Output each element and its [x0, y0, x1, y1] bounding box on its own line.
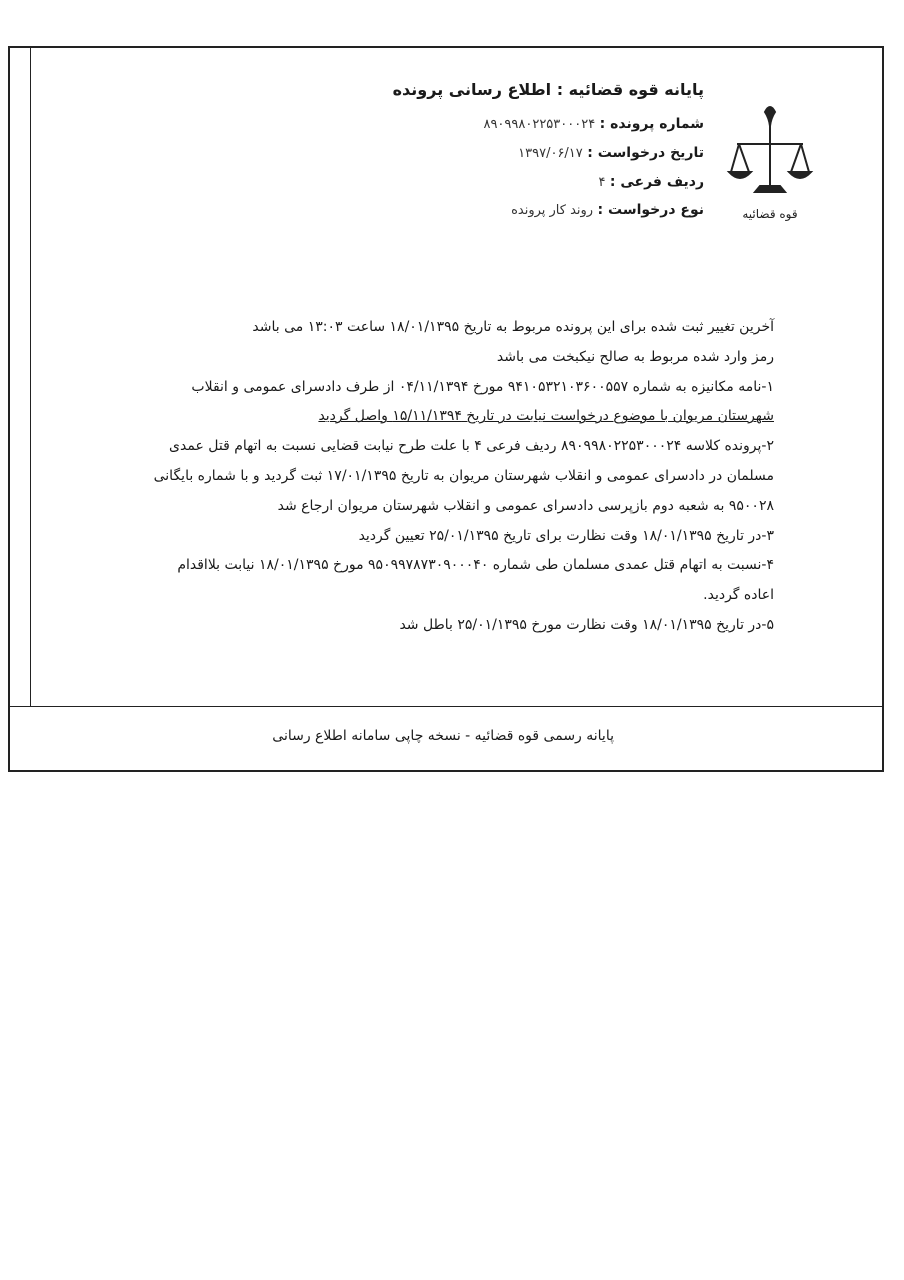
request-type-label: نوع درخواست :: [597, 202, 704, 219]
body-line-7: ۹۵۰۰۲۸ به شعبه دوم بازپرسی دادسرای عمومی و انقلاب شهرستان مریوان ارجاع شد: [277, 497, 774, 514]
page-title: پایانه قوه قضائیه : اطلاع رسانی پرونده: [392, 80, 704, 99]
body-line-6: مسلمان در دادسرای عمومی و انقلاب شهرستان مریوان به تاریخ ۱۷/۰۱/۱۳۹۵ ثبت گردید و با شماره بایگانی: [153, 467, 774, 484]
body-line-11: ۵-در تاریخ ۱۸/۰۱/۱۳۹۵ وقت نظارت مورخ ۲۵/۰۱/۱۳۹۵ باطل شد: [399, 616, 774, 633]
footer-text: پایانه رسمی قوه قضائیه - نسخه چاپی سامانه اطلاع رسانی: [272, 728, 614, 744]
body-line-1: آخرین تغییر ثبت شده برای این پرونده مربوط به تاریخ ۱۸/۰۱/۱۳۹۵ ساعت ۱۳:۰۳ می باشد: [252, 319, 774, 335]
body-line-5: ۲-پرونده کلاسه ۸۹۰۹۹۸۰۲۲۵۳۰۰۰۲۴ ردیف فرعی ۴ با علت طرح نیابت قضایی نسبت به اتهام قتل عمدی: [169, 438, 774, 455]
margin-line: [30, 46, 31, 706]
body-line-9: ۴-نسبت به اتهام قتل عمدی مسلمان طی شماره ۹۵۰۹۹۷۸۷۳۰۹۰۰۰۴۰ مورخ ۱۸/۰۱/۱۳۹۵ نیابت بلااقدام: [177, 557, 774, 574]
scales-of-justice-icon: [725, 100, 815, 230]
judiciary-emblem: [725, 100, 815, 230]
header: [244, 80, 704, 230]
body-line-8: ۳-در تاریخ ۱۸/۰۱/۱۳۹۵ وقت نظارت برای تاریخ ۲۵/۰۱/۱۳۹۵ تعیین گردید: [358, 527, 774, 544]
emblem-caption: قوه قضائیه: [742, 207, 798, 221]
body-line-2: رمز وارد شده مربوط به صالح نیکبخت می باشد: [496, 348, 774, 365]
sub-row-label: ردیف فرعی :: [609, 173, 704, 190]
request-type-row: [244, 201, 704, 220]
request-date-row: [244, 144, 704, 163]
file-number-value: ۸۹۰۹۹۸۰۲۲۵۳۰۰۰۲۴: [483, 116, 596, 132]
body-line-4: شهرستان مریوان با موضوع درخواست نیابت در تاریخ ۱۵/۱۱/۱۳۹۴ واصل گردید: [318, 408, 774, 425]
request-date-value: ۱۳۹۷/۰۶/۱۷: [518, 145, 583, 161]
sub-row-row: [244, 173, 704, 192]
footer-divider: [8, 706, 884, 707]
file-number-row: [244, 115, 704, 134]
file-number-label: شماره پرونده :: [599, 115, 704, 132]
request-type-value: روند کار پرونده: [511, 203, 594, 219]
body-line-3: ۱-نامه مکانیزه به شماره ۹۴۱۰۵۳۲۱۰۳۶۰۰۵۵۷ مورخ ۰۴/۱۱/۱۳۹۴ از طرف دادسرای عمومی و انقلاب: [191, 378, 774, 395]
case-history: [80, 316, 774, 644]
body-line-10: اعاده گردید.: [703, 587, 774, 604]
sub-row-value: ۴: [598, 174, 606, 190]
request-date-label: تاریخ درخواست :: [587, 144, 704, 161]
